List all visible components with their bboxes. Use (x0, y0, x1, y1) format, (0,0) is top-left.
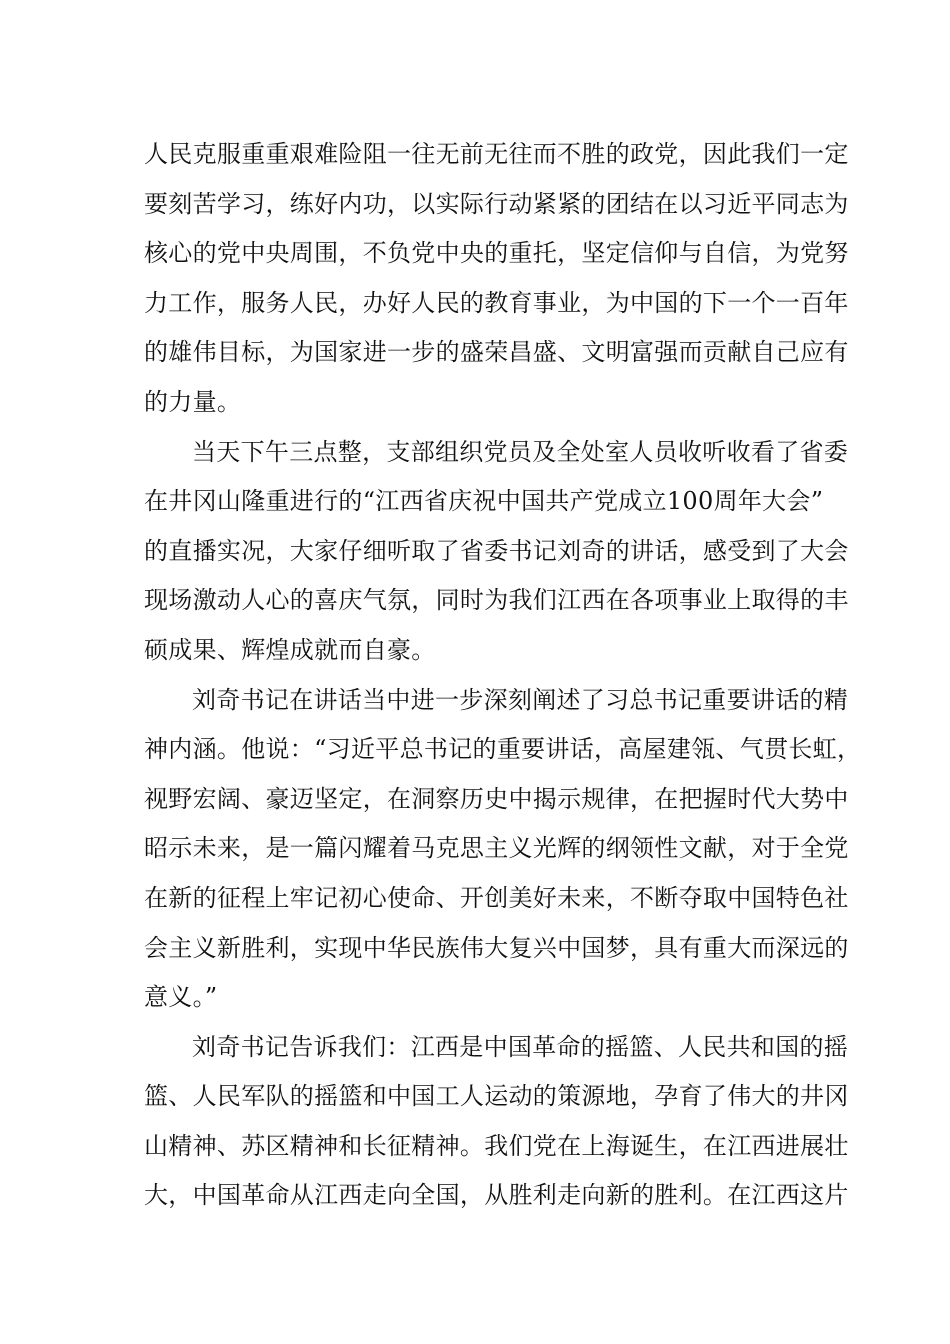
paragraph (144, 428, 849, 676)
document-body (144, 130, 862, 1221)
text-line: 的直播实况，大家仔细听取了省委书记刘奇的讲话，感受到了大会 (144, 536, 849, 565)
text-line: 的力量。 (144, 387, 242, 416)
text-line: 现场激动人心的喜庆气氛，同时为我们江西在各项事业上取得的丰 (144, 586, 849, 615)
paragraph (144, 676, 862, 1023)
text-line: 要刻苦学习，练好内功，以实际行动紧紧的团结在以习近平同志为 (144, 189, 849, 218)
text-line: 神内涵。他说：“习近平总书记的重要讲话，高屋建瓴、气贯长虹， (144, 735, 862, 764)
text-line: 力工作，服务人民，办好人民的教育事业，为中国的下一个一百年 (144, 288, 849, 317)
text-line: 硕成果、辉煌成就而自豪。 (144, 635, 436, 664)
text-line: 人民克服重重艰难险阻一往无前无往而不胜的政党，因此我们一定 (144, 140, 849, 168)
paragraph (144, 1023, 849, 1221)
text-line: 核心的党中央周围，不负党中央的重托，坚定信仰与自信，为党努 (144, 239, 849, 268)
text-line: 篮、人民军队的摇篮和中国工人运动的策源地，孕育了伟大的井冈 (144, 1082, 849, 1111)
text-line: 在新的征程上牢记初心使命、开创美好未来，不断夺取中国特色社 (144, 883, 849, 912)
text-line: 当天下午三点整，支部组织党员及全处室人员收听收看了省委 (192, 437, 849, 466)
text-line: 大，中国革命从江西走向全国，从胜利走向新的胜利。在江西这片 (144, 1181, 849, 1210)
text-line: 刘奇书记在讲话当中进一步深刻阐述了习总书记重要讲话的精 (192, 685, 849, 714)
text-line: 山精神、苏区精神和长征精神。我们党在上海诞生，在江西进展壮 (144, 1131, 849, 1160)
text-line: 会主义新胜利，实现中华民族伟大复兴中国梦，具有重大而深远的 (144, 933, 849, 962)
text-line: 的雄伟目标，为国家进一步的盛荣昌盛、文明富强而贡献自己应有 (144, 338, 849, 367)
paragraph (144, 130, 849, 428)
text-line: 意义。” (144, 983, 218, 1012)
text-line: 在井冈山隆重进行的“江西省庆祝中国共产党成立100周年大会” (144, 487, 824, 516)
text-line: 昭示未来，是一篇闪耀着马克思主义光辉的纲领性文献，对于全党 (144, 834, 849, 863)
text-line: 视野宏阔、豪迈坚定，在洞察历史中揭示规律，在把握时代大势中 (144, 784, 849, 813)
text-line: 刘奇书记告诉我们：江西是中国革命的摇篮、人民共和国的摇 (192, 1032, 849, 1061)
